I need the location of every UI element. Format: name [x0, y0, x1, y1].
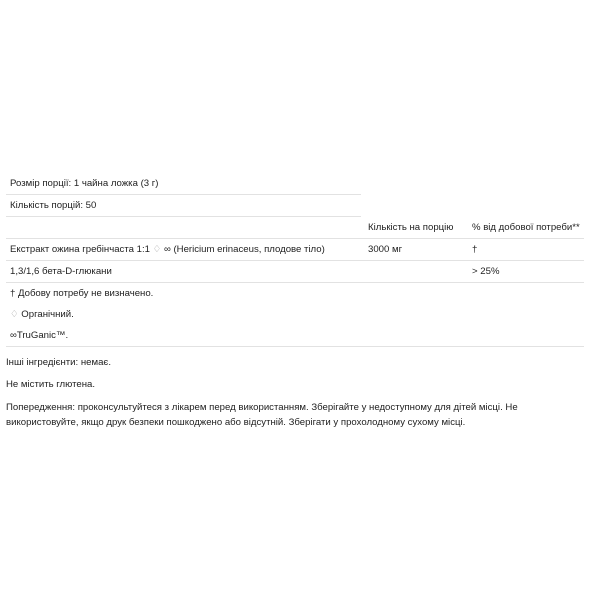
ingredient-daily-value: † [472, 244, 478, 255]
daily-value-footnote: † Добову потребу не визначено. [10, 288, 154, 299]
ingredient-amount: 3000 мг [368, 244, 403, 255]
amount-per-serving-header: Кількість на порцію [368, 222, 454, 233]
ingredient-name [10, 244, 325, 255]
ingredient-name: 1,3/1,6 бета-D-глюкани [10, 266, 112, 277]
truganic-footnote: ∞TruGanic™. [10, 330, 69, 341]
organic-footnote [10, 309, 74, 320]
gluten-free-statement: Не містить глютена. [6, 379, 96, 390]
supplement-facts-table [6, 173, 586, 347]
servings-per-container: Кількість порцій: 50 [10, 200, 97, 211]
organic-symbol-icon: ♢ [152, 244, 162, 255]
footnote-row [6, 304, 586, 325]
ingredient-name-main: Екстракт ожина гребінчаста 1:1 [10, 244, 150, 255]
serving-size: Розмір порції: 1 чайна ложка (3 г) [10, 178, 159, 189]
daily-value-header: % від добової потреби** [472, 222, 580, 233]
table-row [6, 239, 584, 261]
ingredient-name-detail: ∞ (Hericium erinaceus, плодове тіло) [163, 244, 325, 255]
other-ingredients: Інші інгредієнти: немає. [6, 357, 111, 368]
warning-text: Попередження: проконсультуйтеся з лікарем перед використанням. Зберігайте у недоступному для дітей місці. Не використовуйте, якщо друк безпеки пошкоджено або відсутній. Зберігати у прохолодному сухому місці. [6, 402, 518, 428]
serving-size-row [6, 173, 361, 195]
organic-symbol-icon: ♢ [10, 309, 19, 320]
ingredient-daily-value: > 25% [472, 266, 500, 277]
footnote-row [6, 325, 584, 347]
organic-footnote-text: Органічний. [21, 309, 74, 320]
table-row [6, 261, 584, 283]
footnote-row [6, 283, 586, 304]
servings-row [6, 195, 361, 217]
table-header-row [6, 217, 584, 239]
